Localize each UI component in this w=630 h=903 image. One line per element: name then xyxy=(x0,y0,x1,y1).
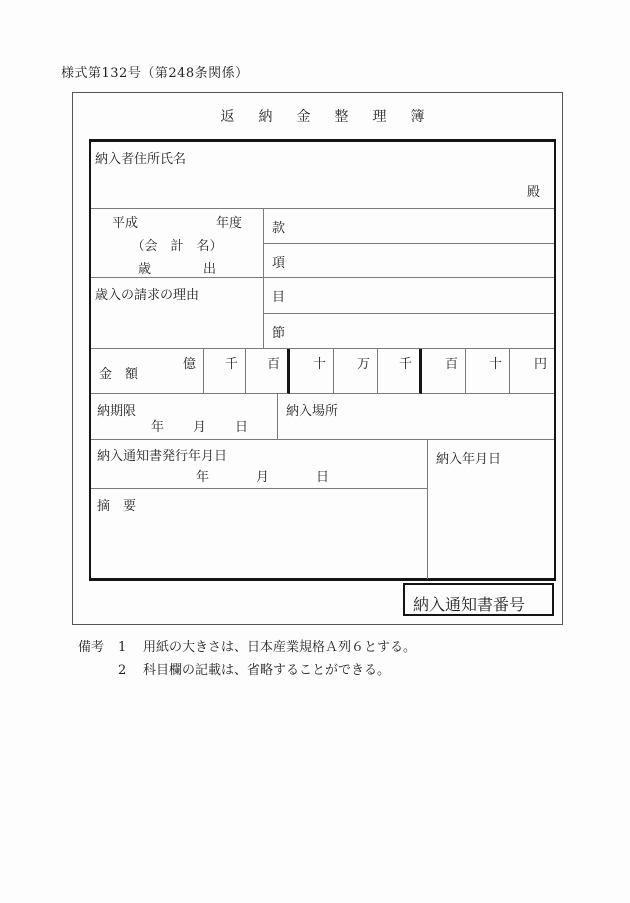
form-number: 様式第132号（第248条関係） xyxy=(61,66,249,81)
remarks-label: 備考 xyxy=(78,640,105,655)
amount-unit-oku: 億 xyxy=(182,357,196,372)
fiscal-year-cell xyxy=(91,209,264,278)
form-frame xyxy=(72,92,563,625)
payer-honorific: 殿 xyxy=(526,185,540,200)
issue-date-cell xyxy=(91,440,428,489)
me-cell xyxy=(264,278,554,314)
deadline-month-label: 月 xyxy=(193,420,207,435)
summary-cell xyxy=(91,489,428,579)
issue-day-label: 日 xyxy=(316,470,330,485)
remark-number: 2 xyxy=(118,663,127,678)
amount-unit-label: 十 xyxy=(488,357,502,372)
summary-label: 摘 要 xyxy=(97,499,137,514)
remark-number: 1 xyxy=(118,640,127,655)
amount-digit-cell xyxy=(204,349,246,394)
setsu-label: 節 xyxy=(272,326,286,341)
reason-cell xyxy=(91,278,264,349)
amount-digit-cell xyxy=(422,349,466,394)
amount-digit-cell xyxy=(510,349,554,394)
amount-unit-label: 百 xyxy=(444,357,458,372)
fiscal-year-text xyxy=(91,209,263,281)
amount-label: 金 額 xyxy=(99,367,139,382)
notice-number-box xyxy=(403,583,554,616)
amount-unit-label: 円 xyxy=(533,357,547,372)
payer-cell xyxy=(91,142,554,209)
kou-cell xyxy=(264,244,554,278)
kou-label: 項 xyxy=(272,256,286,271)
place-label: 納入場所 xyxy=(286,404,339,419)
deadline-label: 納期限 xyxy=(97,404,137,419)
remark-text: 科目欄の記載は、省略することができる。 xyxy=(143,663,391,678)
issue-month-label: 月 xyxy=(256,470,270,485)
setsu-cell xyxy=(264,314,554,349)
deadline-year-label: 年 xyxy=(151,420,165,435)
reason-label: 歳入の請求の理由 xyxy=(95,288,200,303)
form-table xyxy=(89,139,556,581)
remark-line xyxy=(78,659,416,682)
amount-unit-label: 万 xyxy=(356,357,370,372)
amount-digit-cell xyxy=(378,349,422,394)
kan-label: 款 xyxy=(272,221,286,236)
deadline-day-label: 日 xyxy=(235,420,249,435)
remarks-label-spacer xyxy=(78,659,118,682)
fiscal-account-line: （会 計 名） xyxy=(131,239,223,254)
payment-date-cell xyxy=(428,440,554,579)
deadline-cell xyxy=(91,394,278,440)
place-cell xyxy=(278,394,554,440)
amount-digit-cell xyxy=(466,349,510,394)
kan-cell xyxy=(264,209,554,244)
remarks xyxy=(78,636,416,682)
document-title: 返納金整理簿 xyxy=(220,109,449,125)
amount-digit-cell xyxy=(290,349,334,394)
amount-unit-label: 百 xyxy=(266,357,280,372)
remark-line xyxy=(78,636,416,659)
remark-text: 用紙の大きさは、日本産業規格Ａ列６とする。 xyxy=(143,640,417,655)
amount-unit-label: 十 xyxy=(312,357,326,372)
issue-date-label: 納入通知書発行年月日 xyxy=(97,449,228,464)
payer-label: 納入者住所氏名 xyxy=(95,152,187,167)
amount-digit-cell xyxy=(246,349,290,394)
amount-label-cell xyxy=(91,349,204,394)
amount-unit-label: 千 xyxy=(398,357,412,372)
amount-digit-cell xyxy=(334,349,378,394)
amount-unit-label: 千 xyxy=(224,357,238,372)
fiscal-expenditure-line: 歳 出 xyxy=(137,262,216,277)
payment-date-label: 納入年月日 xyxy=(436,452,502,467)
issue-year-label: 年 xyxy=(196,470,210,485)
notice-number-label: 納入通知書番号 xyxy=(413,595,526,614)
me-label: 目 xyxy=(272,290,286,305)
fiscal-era-line: 平成 年度 xyxy=(111,216,242,231)
